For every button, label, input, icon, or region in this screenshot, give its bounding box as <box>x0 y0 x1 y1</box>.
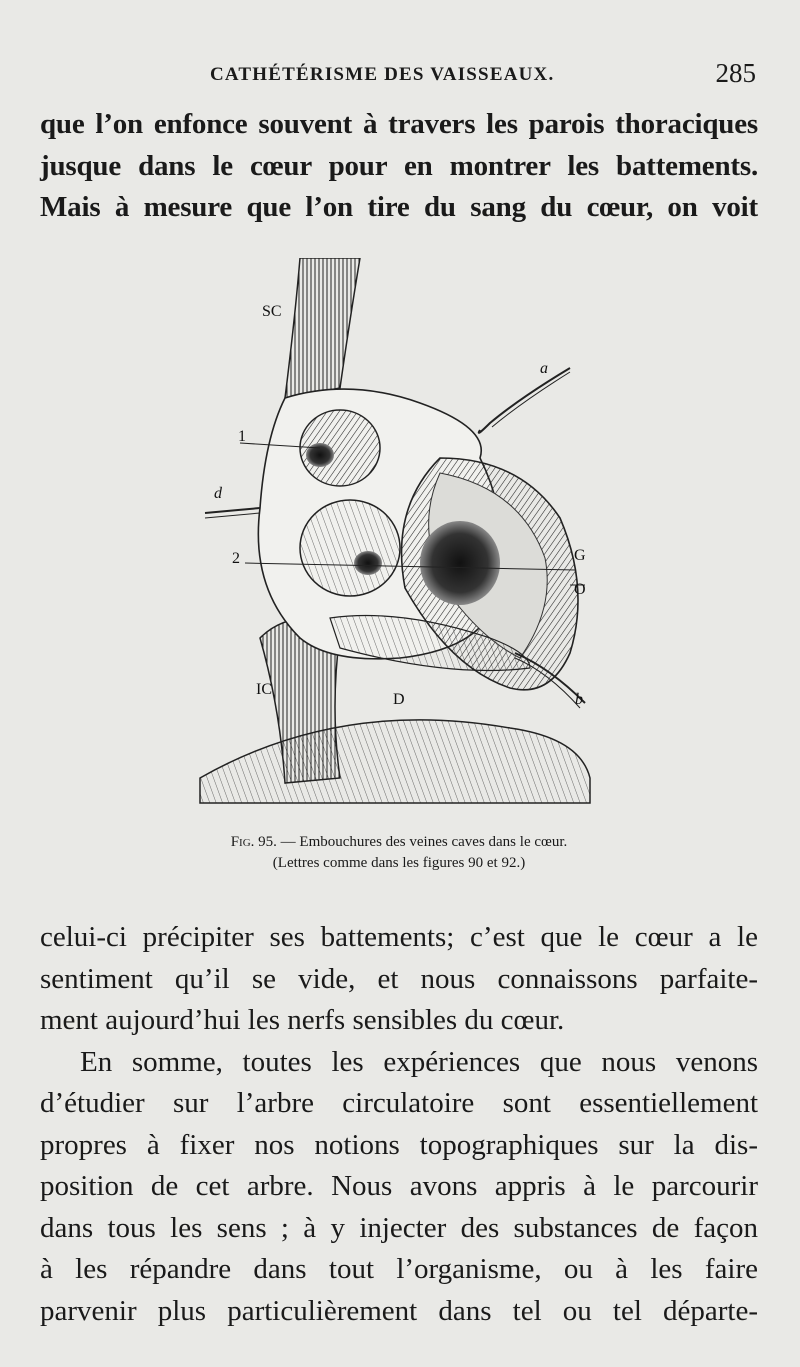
text-line: dans tous les sens ; à y injecter des substances de façon <box>40 1211 758 1244</box>
caption-main-line <box>40 832 758 853</box>
paragraph-top <box>40 104 758 229</box>
text-line: sentiment qu’il se vide, et nous connaissons parfaite- <box>40 962 758 995</box>
label-g: G <box>574 547 586 564</box>
page-number: 285 <box>715 58 756 88</box>
text-line: que l’on enfonce souvent à travers les parois thoraciques <box>40 108 758 140</box>
catheter-a <box>479 368 570 433</box>
label-o: O <box>574 581 586 598</box>
lower-orifice <box>300 500 400 596</box>
label-b: b <box>575 691 583 708</box>
catheter-d <box>205 508 260 513</box>
label-2: 2 <box>232 550 240 567</box>
label-ic: IC <box>256 681 272 698</box>
upper-orifice-opening <box>306 443 334 467</box>
text-line: ment aujourd’hui les nerfs sensibles du cœur. <box>40 1004 565 1036</box>
text-line: jusque dans le cœur pour en montrer les battements. <box>40 149 758 182</box>
text-line: celui-ci précipiter ses battements; c’est que le cœur a le <box>40 921 758 953</box>
superior-vena-cava <box>285 258 360 398</box>
heart-illustration <box>190 258 610 818</box>
running-head-title: CATHÉTÉRISME DES VAISSEAUX. <box>210 64 555 85</box>
text-line: parvenir plus particulièrement dans tel ou tel départe- <box>40 1294 758 1327</box>
figure-number: Fig. 95. <box>230 834 277 850</box>
caption-subline: (Lettres comme dans les figures 90 et 92.) <box>272 855 526 871</box>
label-sc: SC <box>262 303 282 320</box>
text-line: propres à fixer nos notions topographiques sur la dis- <box>40 1128 758 1161</box>
text-line: Mais à mesure que l’on tire du sang du cœur, on voit <box>40 191 758 223</box>
paragraph-continued <box>40 917 758 1332</box>
label-1: 1 <box>238 428 246 445</box>
ventricle-cavity <box>420 521 500 605</box>
lower-orifice-opening <box>354 551 382 575</box>
text-line: à les répandre dans tout l’organisme, ou à les faire <box>40 1253 758 1285</box>
label-d: d <box>214 485 222 502</box>
text-line: En somme, toutes les expériences que nous venons <box>80 1045 758 1078</box>
label-dd: D <box>393 691 405 708</box>
running-head <box>40 58 760 92</box>
text-line: position de cet arbre. Nous avons appris à le parcourir <box>40 1170 758 1202</box>
figure-caption <box>40 832 758 874</box>
caption-text: — Embouchures des veines caves dans le cœur. <box>280 834 568 850</box>
label-a: a <box>540 360 548 377</box>
text-line: d’étudier sur l’arbre circulatoire sont essentiellement <box>40 1087 758 1119</box>
diaphragm <box>200 720 590 803</box>
